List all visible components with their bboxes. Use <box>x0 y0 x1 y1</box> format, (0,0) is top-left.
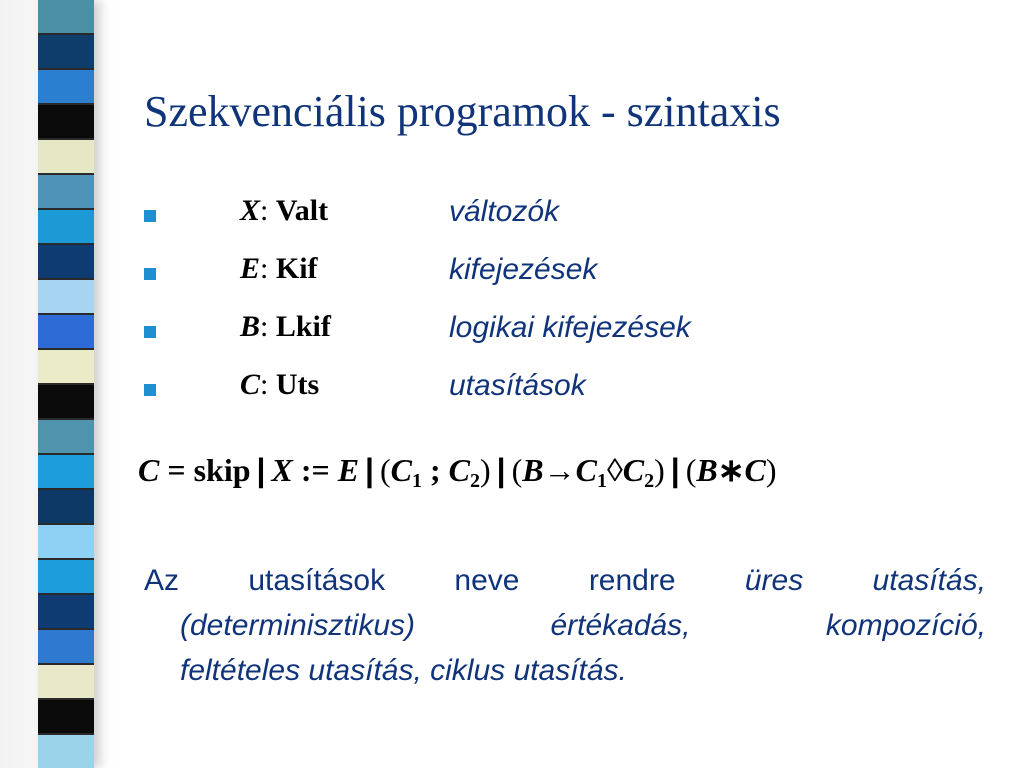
strip-segment <box>38 0 94 33</box>
strip-segment <box>38 313 94 348</box>
bullet-definition: X: Valt <box>240 194 329 227</box>
strip-segment <box>38 663 94 698</box>
strip-segment <box>38 243 94 278</box>
square-bullet-icon <box>144 326 156 338</box>
square-bullet-icon <box>144 384 156 396</box>
strip-segment <box>38 208 94 243</box>
bullet-definition: C: Uts <box>240 368 320 401</box>
bullet-item <box>144 194 1004 252</box>
strip-segment <box>38 488 94 523</box>
square-bullet-icon <box>144 268 156 280</box>
strip-segment <box>38 628 94 663</box>
strip-segment <box>38 593 94 628</box>
bullet-definition: E: Kif <box>240 252 318 285</box>
strip-segment <box>38 698 94 733</box>
strip-segment <box>38 383 94 418</box>
strip-segment <box>38 103 94 138</box>
bullet-item <box>144 310 1004 368</box>
bullet-definition: B: Lkif <box>240 310 331 343</box>
strip-segment <box>38 453 94 488</box>
description-paragraph <box>144 558 986 693</box>
strip-segment <box>38 348 94 383</box>
bullet-item <box>144 252 1004 310</box>
bullet-description: utasítások <box>449 369 586 402</box>
strip-segment <box>38 523 94 558</box>
decorative-color-strip <box>38 0 94 768</box>
strip-segment <box>38 278 94 313</box>
strip-segment <box>38 418 94 453</box>
bullet-item <box>144 368 1004 426</box>
paragraph-line: Az utasítások neve rendre üres utasítás, <box>144 564 986 597</box>
paragraph-line: feltételes utasítás, ciklus utasítás. <box>180 654 627 687</box>
grammar-formula: C = skip | X := E | ($C_1$ ; $C_2$) | $(B\to C_1◊C_2)$ | (B∗C) <box>138 452 777 492</box>
strip-segment <box>38 173 94 208</box>
bullet-description: logikai kifejezések <box>449 311 691 344</box>
strip-segment <box>38 558 94 593</box>
strip-segment <box>38 33 94 68</box>
paragraph-line: (determinisztikus) értékadás, kompozíció, <box>180 609 986 642</box>
strip-segment <box>38 138 94 173</box>
bullet-description: kifejezések <box>449 253 598 286</box>
bullet-description: változók <box>449 195 560 228</box>
strip-segment <box>38 68 94 103</box>
square-bullet-icon <box>144 210 156 222</box>
slide-title: Szekvenciális programok - szintaxis <box>144 87 781 136</box>
strip-segment <box>38 733 94 768</box>
bullet-list <box>144 194 1004 426</box>
